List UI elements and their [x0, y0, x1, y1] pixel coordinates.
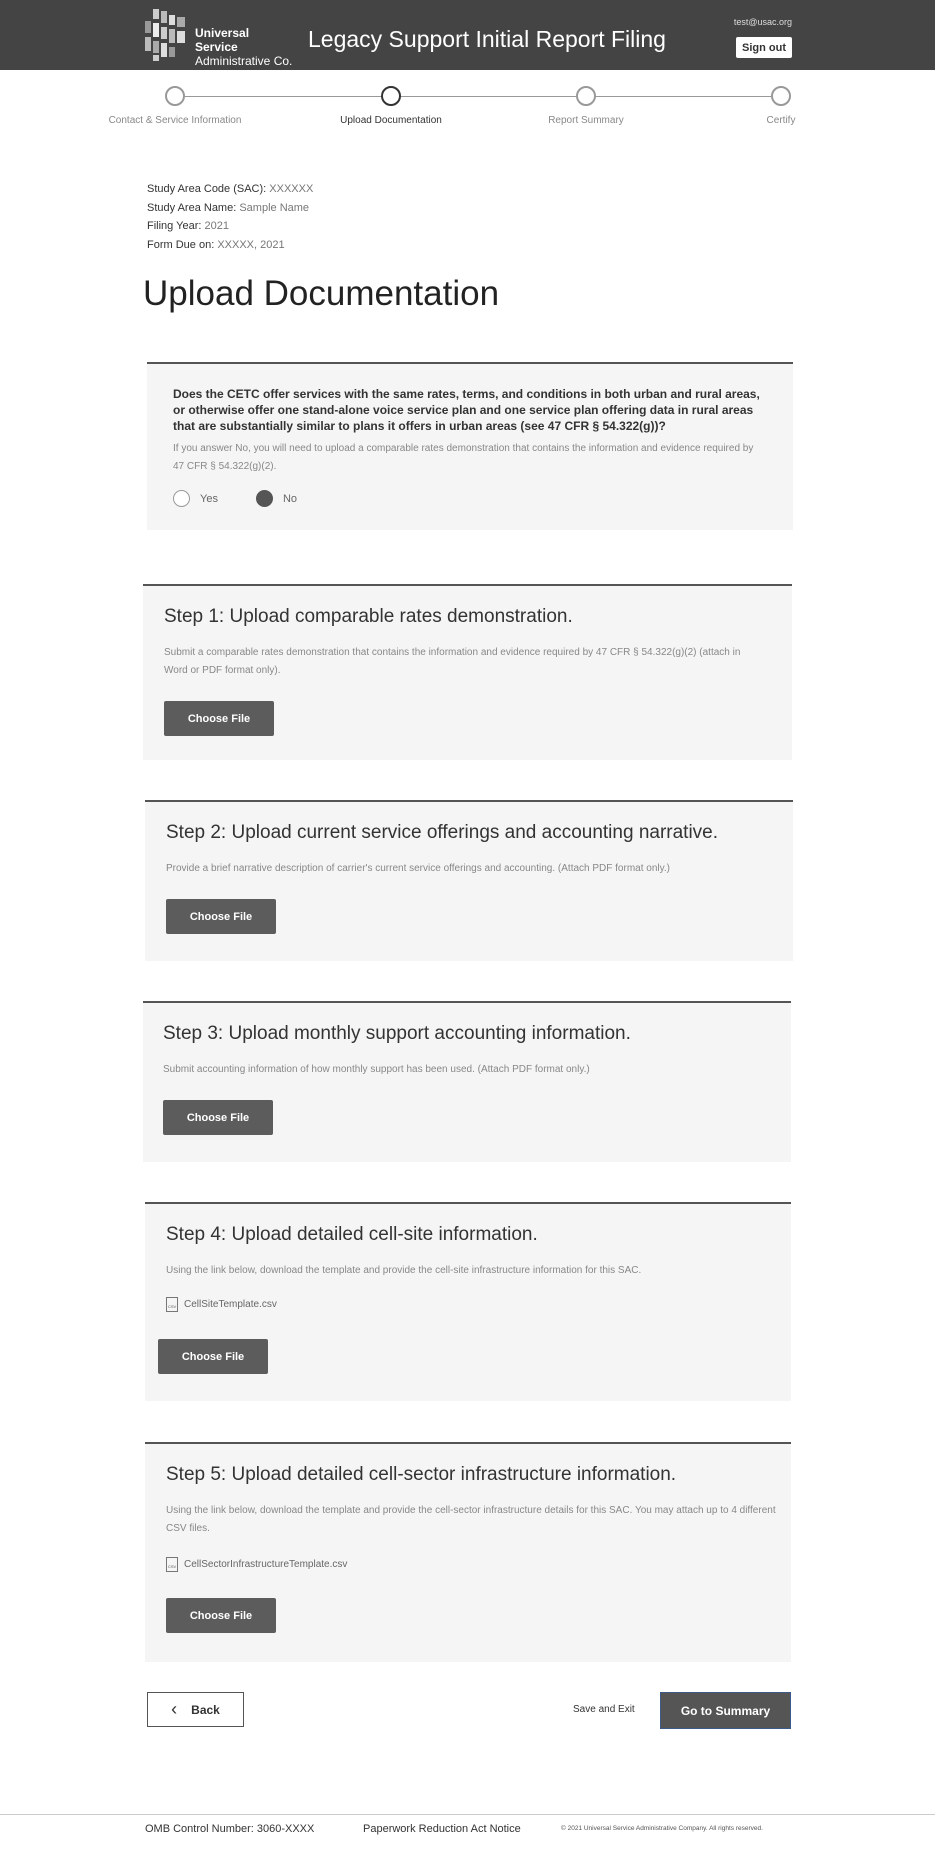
due-date-label: Form Due on: — [147, 238, 215, 251]
step-4-description: Using the link below, download the template and provide the cell-site infrastructure information for this SAC. — [166, 1265, 642, 1276]
logo-line-1: Universal Service — [195, 26, 250, 54]
year-row — [147, 217, 313, 236]
filing-year-label: Filing Year: — [147, 220, 202, 232]
step-5-title: Step 5: Upload detailed cell-sector infrastructure information. — [166, 1464, 677, 1485]
step-2-title: Step 2: Upload current service offerings and accounting narrative. — [166, 822, 719, 843]
stepper-step-certify[interactable] — [711, 86, 851, 127]
step-1-title: Step 1: Upload comparable rates demonstration. — [164, 606, 573, 627]
user-email: test@usac.org — [733, 17, 792, 27]
usac-logo[interactable] — [143, 9, 293, 68]
progress-stepper — [108, 86, 796, 156]
sac-row — [147, 180, 313, 199]
step-4-title: Step 4: Upload detailed cell-site information. — [166, 1224, 538, 1245]
step-2-choose-file-button[interactable]: Choose File — [166, 899, 276, 934]
cell-site-template-name: CellSiteTemplate.csv — [184, 1299, 277, 1310]
stepper-step-summary[interactable] — [516, 86, 656, 127]
csv-file-icon: CSV — [166, 1557, 178, 1572]
go-to-summary-button[interactable]: Go to Summary — [660, 1692, 791, 1729]
copyright: © 2021 Universal Service Administrative Company. All rights reserved. — [561, 1825, 763, 1832]
stepper-step-label: Upload Documentation — [340, 115, 442, 126]
step-3-section — [143, 1001, 791, 1162]
radio-yes-circle[interactable] — [173, 490, 190, 507]
chevron-left-icon: ‹ — [171, 1699, 178, 1719]
stepper-dot — [771, 86, 791, 106]
stepper-dot — [165, 86, 185, 106]
radio-yes-label: Yes — [200, 492, 218, 505]
study-area-name-label: Study Area Name: — [147, 201, 237, 214]
stepper-step-contact[interactable] — [105, 86, 245, 127]
radio-no[interactable] — [256, 490, 297, 507]
step-1-choose-file-button[interactable]: Choose File — [164, 701, 274, 736]
stepper-step-label: Report Summary — [548, 115, 624, 126]
step-3-title: Step 3: Upload monthly support accounting information. — [163, 1023, 631, 1044]
step-2-description: Provide a brief narrative description of carrier's current service offerings and accounting. (Attach PDF format only.) — [166, 863, 670, 874]
step-5-description: Using the link below, download the template and provide the cell-sector infrastructure details for this SAC. You may attach up to 4 different CSV files. — [166, 1505, 776, 1534]
usac-logo-icon — [143, 9, 187, 61]
step-3-description: Submit accounting information of how monthly support has been used. (Attach PDF format only.) — [163, 1064, 590, 1075]
step-3-choose-file-button[interactable]: Choose File — [163, 1100, 273, 1135]
app-title: Legacy Support Initial Report Filing — [308, 26, 666, 52]
omb-control-number: OMB Control Number: 3060-XXXX — [145, 1823, 315, 1835]
step-1-section — [143, 584, 792, 760]
logo-text — [195, 26, 293, 68]
step-5-section — [145, 1442, 791, 1662]
step-2-section — [145, 800, 793, 961]
question-text: Does the CETC offer services with the same rates, terms, and conditions in both urban and rural areas, or otherwise offer one stand-alone voice service plan and one service plan offering data in rural areas that are substantially similar to plans it offers in urban areas (see 47 CFR § 54.322(g))? — [173, 387, 760, 433]
footer-divider — [0, 1814, 935, 1815]
radio-group — [173, 490, 767, 507]
step-4-section — [145, 1202, 791, 1401]
paperwork-reduction-link[interactable]: Paperwork Reduction Act Notice — [363, 1823, 521, 1835]
sac-value: XXXXXX — [269, 183, 314, 195]
filing-year-value: 2021 — [204, 220, 229, 232]
app-header — [0, 0, 935, 70]
stepper-step-label: Certify — [766, 115, 796, 126]
stepper-dot — [576, 86, 596, 106]
stepper-step-upload[interactable] — [321, 86, 461, 127]
sac-label: Study Area Code (SAC): — [147, 183, 267, 195]
step-5-choose-file-button[interactable]: Choose File — [166, 1598, 276, 1633]
page-title: Upload Documentation — [143, 274, 500, 313]
due-row — [147, 236, 313, 255]
radio-yes[interactable] — [173, 490, 218, 507]
cell-sector-template-link[interactable] — [166, 1557, 347, 1572]
name-row — [147, 199, 313, 218]
save-and-exit-link[interactable]: Save and Exit — [573, 1704, 635, 1715]
back-label: Back — [191, 1702, 220, 1717]
question-note: If you answer No, you will need to upload a comparable rates demonstration that contains the information and evidence required by 47 CFR § 54.322(g)(2). — [173, 443, 754, 472]
csv-file-icon: CSV — [166, 1297, 178, 1312]
radio-no-circle[interactable] — [256, 490, 273, 507]
step-4-choose-file-button[interactable]: Choose File — [158, 1339, 268, 1374]
sign-out-button[interactable]: Sign out — [736, 37, 792, 58]
back-button[interactable] — [147, 1692, 244, 1727]
cell-site-template-link[interactable] — [166, 1297, 277, 1312]
stepper-dot-active — [381, 86, 401, 106]
stepper-step-label: Contact & Service Information — [108, 115, 242, 126]
step-1-description: Submit a comparable rates demonstration that contains the information and evidence required by 47 CFR § 54.322(g)(2) (attach in Word or PDF format only). — [164, 647, 741, 676]
due-date-value: XXXXX, 2021 — [217, 238, 285, 251]
filing-info — [147, 180, 313, 254]
study-area-name-value: Sample Name — [239, 201, 310, 214]
radio-no-label: No — [282, 492, 298, 505]
stepper-line — [175, 96, 783, 97]
comparable-rates-question — [147, 362, 793, 530]
cell-sector-template-name: CellSectorInfrastructureTemplate.csv — [184, 1559, 348, 1570]
logo-line-2: Administrative Co. — [195, 54, 293, 68]
